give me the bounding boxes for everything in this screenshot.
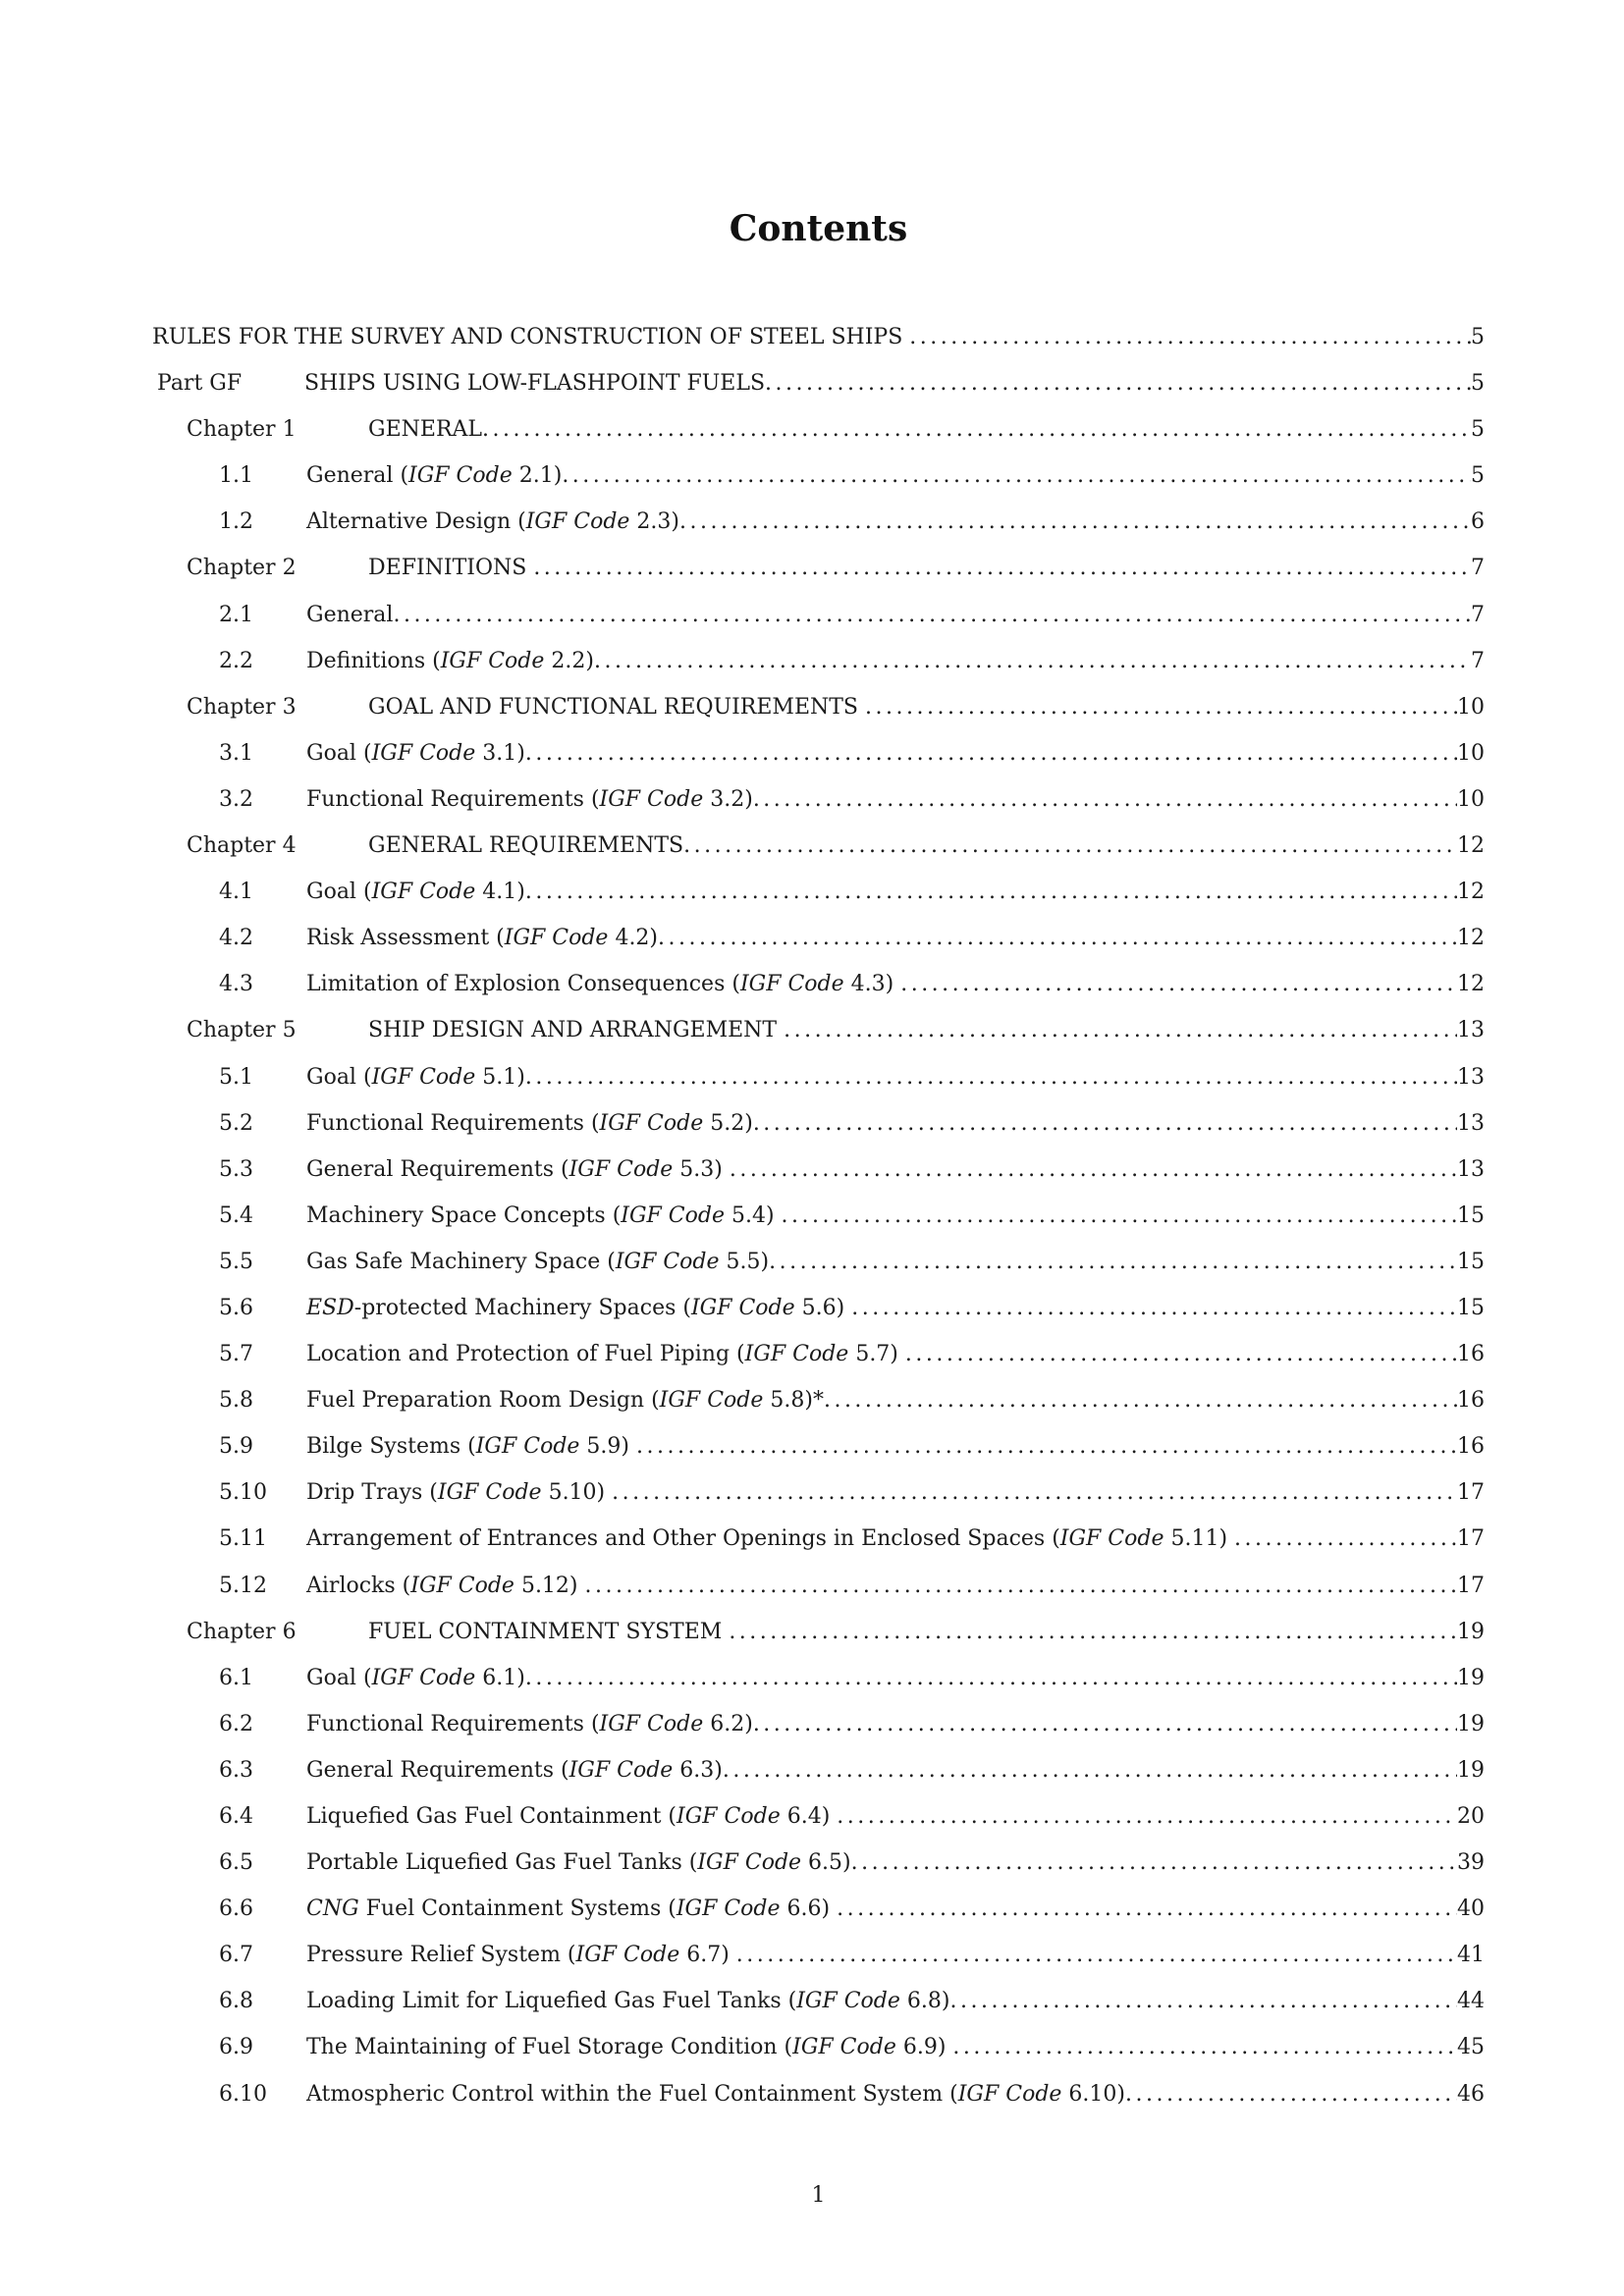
toc-page-number: 10 [1457,786,1485,812]
toc-row [152,1747,1485,1793]
toc-row [152,499,1485,545]
toc-page-number: 17 [1457,1480,1485,1506]
toc-row [152,684,1485,730]
toc-row-title: Airlocks (IGF Code 5.12) [306,1573,585,1598]
toc-leader-dots [851,1285,1457,1331]
toc-row-title: SHIP DESIGN AND ARRANGEMENT [368,1018,785,1043]
toc-row-number: 6.5 [219,1850,253,1876]
toc-row-title: CNG Fuel Containment Systems (IGF Code 6.6) [306,1896,838,1922]
toc-leader-dots [782,1193,1457,1239]
toc-row-number: 5.3 [219,1156,253,1182]
toc-row-number: 6.1 [219,1665,253,1690]
page-title: Contents [729,208,908,249]
toc-row [152,1469,1485,1516]
toc-row-number: 6.4 [219,1804,253,1829]
toc-row [152,1239,1485,1285]
toc-row-title: Fuel Preparation Room Design (IGF Code 5.8)* [306,1388,824,1414]
toc-leader-dots [730,1147,1457,1193]
toc-row [152,776,1485,823]
toc-page-number: 19 [1457,1711,1485,1736]
toc-row-title: Limitation of Explosion Consequences (IGF Code 4.3) [306,972,901,997]
toc-page-number: 12 [1457,926,1485,951]
toc-row [152,406,1485,453]
toc-leader-dots [612,1469,1457,1516]
toc-leader-dots [679,499,1471,545]
toc-row-number: 5.5 [219,1249,253,1274]
toc-leader-dots [482,406,1471,453]
toc-row-title: Drip Trays (IGF Code 5.10) [306,1480,613,1506]
toc-leader-dots [723,1747,1457,1793]
toc-row [152,1516,1485,1562]
toc-row-title: SHIPS USING LOW-FLASHPOINT FUELS [304,371,766,397]
toc-leader-dots [753,1701,1457,1747]
toc-row-number: Chapter 3 [187,694,297,720]
toc-row [152,545,1485,591]
toc-row [152,1840,1485,1886]
toc-leader-dots [525,869,1457,915]
toc-page-number: 7 [1471,602,1485,627]
toc-row-title: GENERAL [368,417,483,443]
toc-page-number: 44 [1457,1989,1485,2014]
toc-row-number: 6.8 [219,1989,253,2014]
toc-page-number: 15 [1457,1202,1485,1228]
toc-leader-dots [900,961,1457,1007]
toc-row-number: 5.12 [219,1573,267,1598]
toc-row [152,1193,1485,1239]
toc-row-title: Goal (IGF Code 4.1) [306,880,525,905]
toc-page-number: 41 [1457,1943,1485,1968]
toc-row-number: 5.2 [219,1110,253,1136]
toc-row-title: General Requirements (IGF Code 6.3) [306,1757,723,1783]
toc-row-number: 6.10 [219,2081,267,2107]
toc-page-number: 46 [1457,2081,1485,2107]
toc-page-number: 7 [1471,556,1485,581]
toc-row [152,915,1485,961]
toc-row [152,453,1485,499]
toc-row [152,869,1485,915]
toc-row-title: Bilge Systems (IGF Code 5.9) [306,1434,636,1460]
toc-row-title: GENERAL REQUIREMENTS [368,833,684,859]
toc-row-number: 1.2 [219,509,253,535]
toc-row-number: 4.3 [219,972,253,997]
toc-row [152,314,1485,360]
toc-row-title: Gas Safe Machinery Space (IGF Code 5.5) [306,1249,770,1274]
toc-row-number: 5.6 [219,1295,253,1320]
toc-page-number: 15 [1457,1295,1485,1320]
toc-leader-dots [952,2024,1457,2070]
toc-row [152,1609,1485,1655]
toc-row-title: ESD-protected Machinery Spaces (IGF Code 5.6) [306,1295,852,1320]
toc-page-number: 45 [1457,2035,1485,2060]
toc-leader-dots [837,1793,1457,1840]
toc-row-title: Risk Assessment (IGF Code 4.2) [306,926,659,951]
toc-row-title: Goal (IGF Code 6.1) [306,1665,525,1690]
toc-leader-dots [1234,1516,1457,1562]
toc-page-number: 19 [1457,1757,1485,1783]
toc-leader-dots [525,730,1457,776]
toc-row [152,1423,1485,1469]
toc-row [152,1285,1485,1331]
toc-row-number: Chapter 1 [187,417,297,443]
toc-leader-dots [905,1331,1457,1377]
toc-list [152,314,1485,2117]
toc-leader-dots [837,1886,1457,1932]
toc-row-title: Pressure Relief System (IGF Code 6.7) [306,1943,736,1968]
toc-row-title: The Maintaining of Fuel Storage Condition (IGF Code 6.9) [306,2035,953,2060]
page-footer [152,2181,1485,2211]
toc-row-number: 3.2 [219,786,253,812]
toc-page-number: 19 [1457,1665,1485,1690]
toc-row [152,1701,1485,1747]
toc-row-title: Machinery Space Concepts (IGF Code 5.4) [306,1202,782,1228]
footer-page-number: 1 [811,2182,826,2208]
toc-row [152,1377,1485,1423]
toc-page-number: 17 [1457,1526,1485,1552]
toc-row-number: 2.2 [219,648,253,673]
toc-row-title: General (IGF Code 2.1) [306,463,563,489]
toc-page-number: 6 [1471,509,1485,535]
toc-row-number: 6.2 [219,1711,253,1736]
toc-row-number: 4.1 [219,880,253,905]
toc-row-number: Chapter 6 [187,1619,297,1644]
toc-row-title: Functional Requirements (IGF Code 5.2) [306,1110,753,1136]
toc-row [152,1932,1485,1978]
toc-row [152,961,1485,1007]
toc-row-number: 5.1 [219,1064,253,1090]
toc-leader-dots [525,1655,1457,1701]
toc-leader-dots [865,684,1457,730]
toc-leader-dots [636,1423,1457,1469]
toc-row-title: Liquefied Gas Fuel Containment (IGF Code 6.4) [306,1804,838,1829]
toc-row [152,592,1485,638]
toc-page-number: 12 [1457,880,1485,905]
toc-row-number: 6.7 [219,1943,253,1968]
toc-leader-dots [753,776,1457,823]
toc-row-number: 6.6 [219,1896,253,1922]
toc-row-title: Definitions (IGF Code 2.2) [306,648,594,673]
toc-row-number: 4.2 [219,926,253,951]
toc-row-title: Functional Requirements (IGF Code 6.2) [306,1711,753,1736]
toc-page-number: 20 [1457,1804,1485,1829]
toc-page-number: 5 [1471,325,1485,349]
toc-row [152,1886,1485,1932]
toc-row-number: 5.11 [219,1526,267,1552]
toc-row-number: Chapter 4 [187,833,297,859]
toc-leader-dots [525,1054,1457,1100]
toc-row [152,1331,1485,1377]
toc-leader-dots [949,1978,1457,2024]
toc-row-title: RULES FOR THE SURVEY AND CONSTRUCTION OF STEEL SHIPS [152,325,910,349]
toc-row-title: Goal (IGF Code 3.1) [306,740,525,766]
toc-row [152,1007,1485,1053]
toc-row-number: 5.7 [219,1342,253,1367]
toc-row-title: Alternative Design (IGF Code 2.3) [306,509,679,535]
toc-row [152,1100,1485,1147]
toc-page-number: 40 [1457,1896,1485,1922]
toc-page-number: 15 [1457,1249,1485,1274]
toc-page-number: 10 [1457,694,1485,720]
toc-page-number: 16 [1457,1342,1485,1367]
toc-leader-dots [594,638,1471,684]
toc-row [152,360,1485,406]
toc-row-title: Atmospheric Control within the Fuel Containment System (IGF Code 6.10) [306,2081,1125,2107]
toc-row [152,1793,1485,1840]
toc-row-number: 5.8 [219,1388,253,1414]
toc-row-number: 1.1 [219,463,253,489]
toc-row-title: DEFINITIONS [368,556,534,581]
toc-row [152,730,1485,776]
toc-row-number: 5.9 [219,1434,253,1460]
toc-row [152,1978,1485,2024]
toc-page-number: 5 [1471,463,1485,489]
toc-row-title: Location and Protection of Fuel Piping (IGF Code 5.7) [306,1342,905,1367]
toc-leader-dots [824,1377,1457,1423]
toc-leader-dots [909,314,1471,360]
toc-leader-dots [562,453,1471,499]
toc-page-number: 13 [1457,1064,1485,1090]
toc-row [152,638,1485,684]
toc-row-number: 5.10 [219,1480,267,1506]
toc-leader-dots [658,915,1457,961]
toc-row [152,2024,1485,2070]
toc-row [152,823,1485,869]
toc-row-number: 3.1 [219,740,253,766]
toc-row-number: 6.3 [219,1757,253,1783]
toc-page-number: 7 [1471,648,1485,673]
toc-leader-dots [393,592,1471,638]
toc-page-number: 13 [1457,1018,1485,1043]
toc-leader-dots [736,1932,1457,1978]
toc-page-number: 5 [1471,417,1485,443]
toc-row [152,1054,1485,1100]
toc-leader-dots [729,1609,1457,1655]
toc-row-title: Goal (IGF Code 5.1) [306,1064,525,1090]
toc-leader-dots [769,1239,1457,1285]
toc-row [152,2071,1485,2117]
toc-row [152,1563,1485,1609]
toc-row-title: Portable Liquefied Gas Fuel Tanks (IGF Code 6.5) [306,1850,851,1876]
toc-row-title: General Requirements (IGF Code 5.3) [306,1156,730,1182]
toc-row-number: Chapter 2 [187,556,297,581]
toc-page-number: 17 [1457,1573,1485,1598]
toc-row-title: Arrangement of Entrances and Other Openings in Enclosed Spaces (IGF Code 5.11) [306,1526,1235,1552]
toc-page-number: 16 [1457,1434,1485,1460]
toc-leader-dots [753,1100,1457,1147]
toc-page-number: 16 [1457,1388,1485,1414]
toc-page-number: 12 [1457,972,1485,997]
toc-leader-dots [585,1563,1457,1609]
toc-row-number: Part GF [157,371,243,397]
toc-row-number: 2.1 [219,602,253,627]
toc-leader-dots [1125,2071,1457,2117]
toc-leader-dots [765,360,1471,406]
toc-page-number: 13 [1457,1110,1485,1136]
toc-page-number: 13 [1457,1156,1485,1182]
toc-page-number: 10 [1457,740,1485,766]
toc-row-title: GOAL AND FUNCTIONAL REQUIREMENTS [368,694,865,720]
toc-row-title: Functional Requirements (IGF Code 3.2) [306,786,753,812]
toc-row-title: Loading Limit for Liquefied Gas Fuel Tanks (IGF Code 6.8) [306,1989,950,2014]
toc-row-title: FUEL CONTAINMENT SYSTEM [368,1619,730,1644]
toc-row [152,1655,1485,1701]
toc-leader-dots [533,545,1471,591]
toc-page-number: 5 [1471,371,1485,397]
toc-page-number: 12 [1457,833,1485,859]
toc-row-number: 5.4 [219,1202,253,1228]
toc-leader-dots [851,1840,1457,1886]
toc-row [152,1147,1485,1193]
toc-row-title: General [306,602,394,627]
toc-leader-dots [784,1007,1457,1053]
toc-page-number: 39 [1457,1850,1485,1876]
toc-leader-dots [683,823,1457,869]
toc-row-number: 6.9 [219,2035,253,2060]
toc-row-number: Chapter 5 [187,1018,297,1043]
toc-page-number: 19 [1457,1619,1485,1644]
